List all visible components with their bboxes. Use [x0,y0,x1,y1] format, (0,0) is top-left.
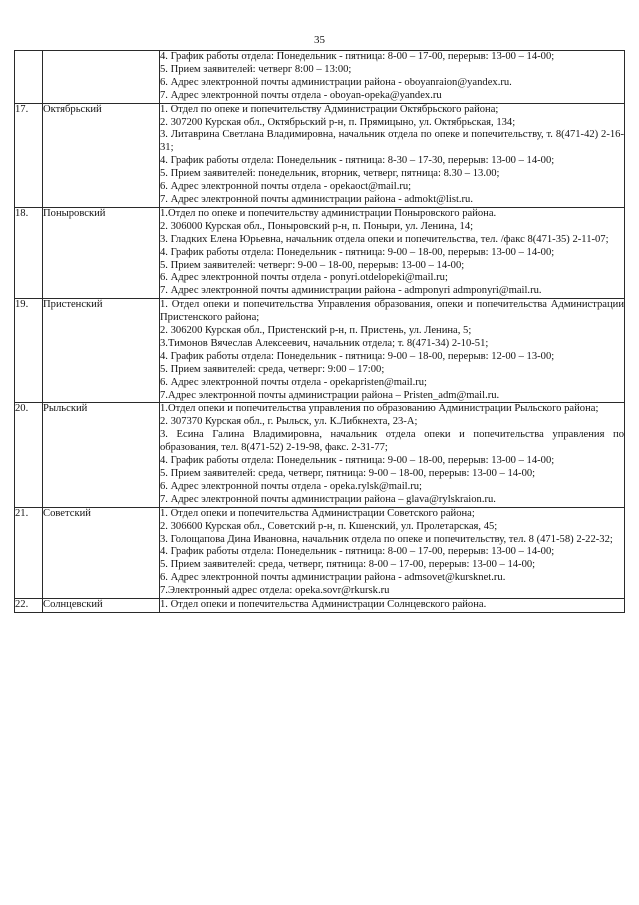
table-row [15,207,625,298]
detail-line: 7.Электронный адрес отдела: opeka.sovr@rkursk.ru [160,585,390,597]
row-number: 19. [15,299,43,403]
department-details [160,103,625,207]
detail-line: 4. График работы отдела: Понедельник - пятница: 9-00 – 18-00, перерыв: 13-00 – 14-00; [160,246,555,258]
detail-line: 1. Отдел опеки и попечительства Администрации Советского района; [160,507,475,519]
detail-line: 5. Прием заявителей: четверг 8:00 – 13:00; [160,63,352,75]
table-row [15,299,625,403]
region-name: Солнцевский [43,599,160,613]
table-row [15,103,625,207]
department-details [160,403,625,507]
detail-line: 7. Адрес электронной почты администрации района - admokt@list.ru. [160,193,474,205]
detail-line: 1. Отдел опеки и попечительства Администрации Солнцевского района. [160,599,487,611]
detail-line: 4. График работы отдела: Понедельник - пятница: 8-00 – 17-00, перерыв: 13-00 – 14-00; [160,546,555,558]
row-number: 18. [15,207,43,298]
detail-line: 2. 307200 Курская обл., Октябрьский р-н, п. Прямицыно, ул. Октябрьская, 134; [160,116,516,128]
row-number: 21. [15,507,43,598]
region-name: Октябрьский [43,103,160,207]
detail-line: 4. График работы отдела: Понедельник - пятница: 9-00 – 18-00, перерыв: 12-00 – 13-00; [160,350,555,362]
department-details [160,207,625,298]
detail-line: 7. Адрес электронной почты администрации района – glava@rylskraion.ru. [160,493,496,505]
detail-line: 6. Адрес электронной почты отдела - opeka.rylsk@mail.ru; [160,480,423,492]
detail-line: 6. Адрес электронной почты отдела - ponyri.otdelopeki@mail.ru; [160,272,448,284]
detail-line: 2. 306600 Курская обл., Советский р-н, п. Кшенский, ул. Пролетарская, 45; [160,520,498,532]
row-number: 17. [15,103,43,207]
table-row [15,599,625,613]
detail-line: 5. Прием заявителей: среда, четверг, пятница: 8-00 – 17-00, перерыв: 13-00 – 14-00; [160,559,536,571]
detail-line: 3. Литаврина Светлана Владимировна, начальник отдела по опеке и попечительству, т. 8(471-42) 2-16-31; [160,129,624,154]
detail-line: 6. Адрес электронной почты администрации района - oboyanraion@yandex.ru. [160,76,512,88]
detail-line: 4. График работы отдела: Понедельник - пятница: 8-30 – 17-30, перерыв: 13-00 – 14-00; [160,155,555,167]
table-row [15,507,625,598]
detail-line: 4. График работы отдела: Понедельник - пятница: 9-00 – 18-00, перерыв: 13-00 – 14-00; [160,455,555,467]
region-name: Рыльский [43,403,160,507]
detail-line: 1.Отдел опеки и попечительства управления по образованию Администрации Рыльского района; [160,403,599,415]
region-name [43,51,160,104]
region-name: Пристенский [43,299,160,403]
table-row [15,403,625,507]
row-number [15,51,43,104]
detail-line: 1. Отдел опеки и попечительства Управления образования, опеки и попечительства Администрации Пристенского района; [160,299,624,324]
detail-line: 2. 307370 Курская обл., г. Рыльск, ул. К.Либкнехта, 23-А; [160,416,418,428]
row-number: 20. [15,403,43,507]
detail-line: 5. Прием заявителей: понедельник, вторник, четверг, пятница: 8.30 – 13.00; [160,168,500,180]
table-row [15,51,625,104]
detail-line: 2. 306000 Курская обл., Поныровский р-н, п. Поныри, ул. Ленина, 14; [160,220,474,232]
detail-line: 5. Прием заявителей: среда, четверг: 9:00 – 17:00; [160,363,385,375]
region-name: Советский [43,507,160,598]
detail-line: 1. Отдел по опеке и попечительству Администрации Октябрьского района; [160,103,499,115]
detail-line: 3. Гладких Елена Юрьевна, начальник отдела опеки и попечительства, тел. /факс 8(471-35) 2-11-07; [160,233,609,245]
detail-line: 5. Прием заявителей: среда, четверг, пятница: 9-00 – 18-00, перерыв: 13-00 – 14-00; [160,468,536,479]
detail-line: 6. Адрес электронной почты администрации района - admsovet@kursknet.ru. [160,572,506,584]
department-details [160,51,625,104]
detail-line: 4. График работы отдела: Понедельник - пятница: 8-00 – 17-00, перерыв: 13-00 – 14-00; [160,51,555,62]
detail-line: 6. Адрес электронной почты отдела - opekapristen@mail.ru; [160,376,428,388]
detail-line: 7.Адрес электронной почты администрации района – Pristen_adm@mail.ru. [160,389,500,401]
department-details [160,599,625,613]
region-name: Поныровский [43,207,160,298]
department-details [160,507,625,598]
table-body [15,51,625,613]
detail-line: 3. Голощапова Дина Ивановна, начальник отдела по опеке и попечительству, тел. 8 (471-58) 2-22-32; [160,533,613,545]
detail-line: 7. Адрес электронной почты отдела - oboyan-opeka@yandex.ru [160,89,442,101]
detail-line: 1.Отдел по опеке и попечительству администрации Поныровского района. [160,207,497,219]
page-number: 35 [314,34,325,46]
row-number: 22. [15,599,43,613]
detail-line: 6. Адрес электронной почты отдела - opekaoct@mail.ru; [160,181,412,193]
department-details [160,299,625,403]
detail-line: 2. 306200 Курская обл., Пристенский р-н, п. Пристень, ул. Ленина, 5; [160,325,472,337]
detail-line: 3. Есина Галина Владимировна, начальник отдела опеки и попечительства управления по образования, тел. 8(471-52) 2-19-98, факс. 2-31-77; [160,429,624,454]
detail-line: 7. Адрес электронной почты администрации района - admponyri admponyri@mail.ru. [160,285,542,297]
guardianship-departments-table [14,50,625,613]
detail-line: 5. Прием заявителей: четверг: 9-00 – 18-00, перерыв: 13-00 – 14-00; [160,259,465,271]
detail-line: 3.Тимонов Вячеслав Алексеевич, начальник отдела; т. 8(471-34) 2-10-51; [160,337,489,349]
